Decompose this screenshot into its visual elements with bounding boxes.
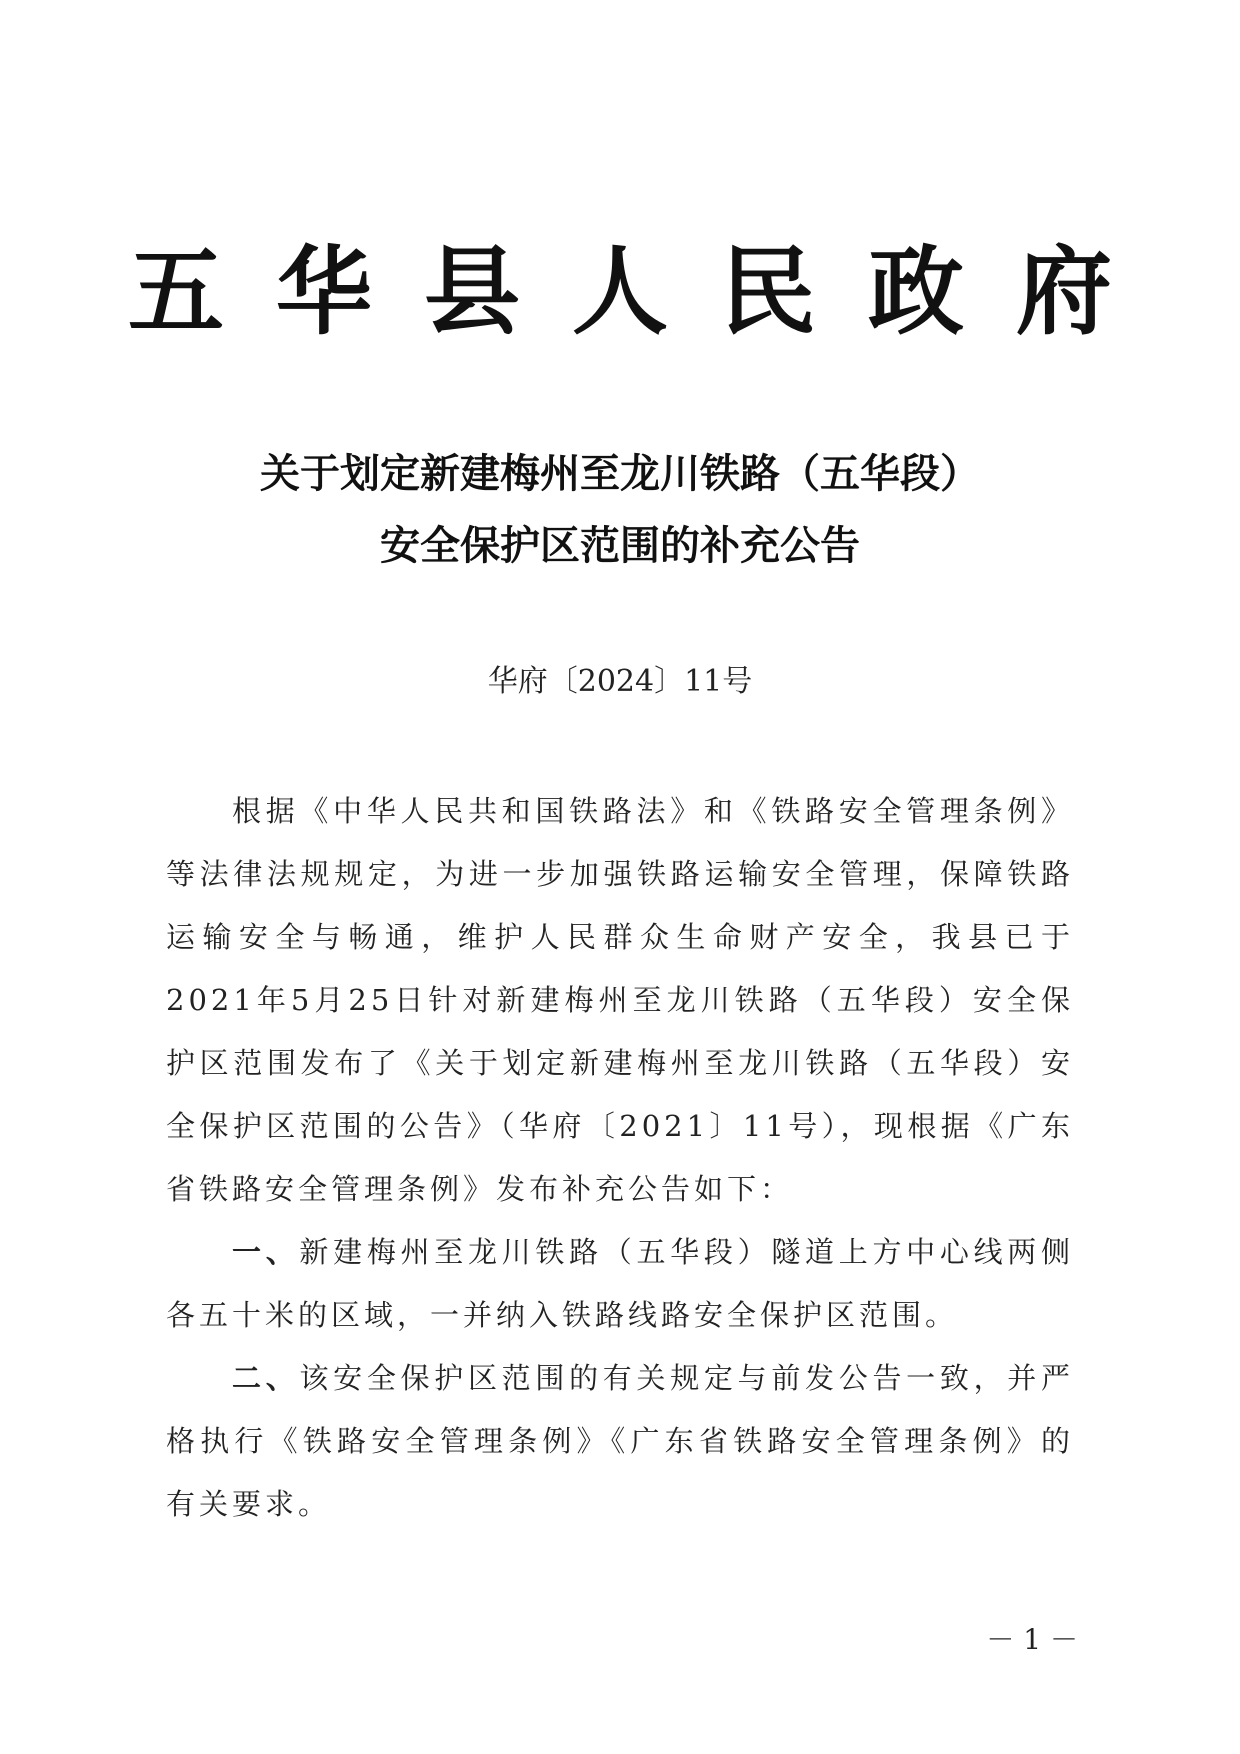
item-1-paragraph (166, 1221, 1074, 1347)
item-1-label: 一、 (232, 1235, 300, 1269)
item-2-text: 该安全保护区范围的有关规定与前发公告一致，并严格执行《铁路安全管理条例》《广东省铁路安全管理条例》的有关要求。 (166, 1361, 1074, 1521)
page-number: － 1 － (986, 1623, 1078, 1656)
document-title-line-1: 关于划定新建梅州至龙川铁路（五华段） (260, 450, 980, 497)
document-number: 华府〔2024〕11号 (487, 664, 753, 699)
issuer-header: 五华县人民政府 (128, 235, 1164, 348)
item-1-text: 新建梅州至龙川铁路（五华段）隧道上方中心线两侧各五十米的区域，一并纳入铁路线路安全保护区范围。 (166, 1235, 1074, 1332)
document-title-line-2: 安全保护区范围的补充公告 (380, 522, 860, 569)
intro-paragraph: 根据《中华人民共和国铁路法》和《铁路安全管理条例》等法律法规规定，为进一步加强铁路运输安全管理，保障铁路运输安全与畅通，维护人民群众生命财产安全，我县已于2021年5月25日针对新建梅州至龙川铁路（五华段）安全保护区范围发布了《关于划定新建梅州至龙川铁路（五华段）安全保护区范围的公告》（华府〔2021〕11号），现根据《广东省铁路安全管理条例》发布补充公告如下： (166, 794, 1074, 1206)
item-2-paragraph (166, 1347, 1074, 1536)
document-body (166, 780, 1074, 1536)
item-2-label: 二、 (232, 1361, 300, 1395)
